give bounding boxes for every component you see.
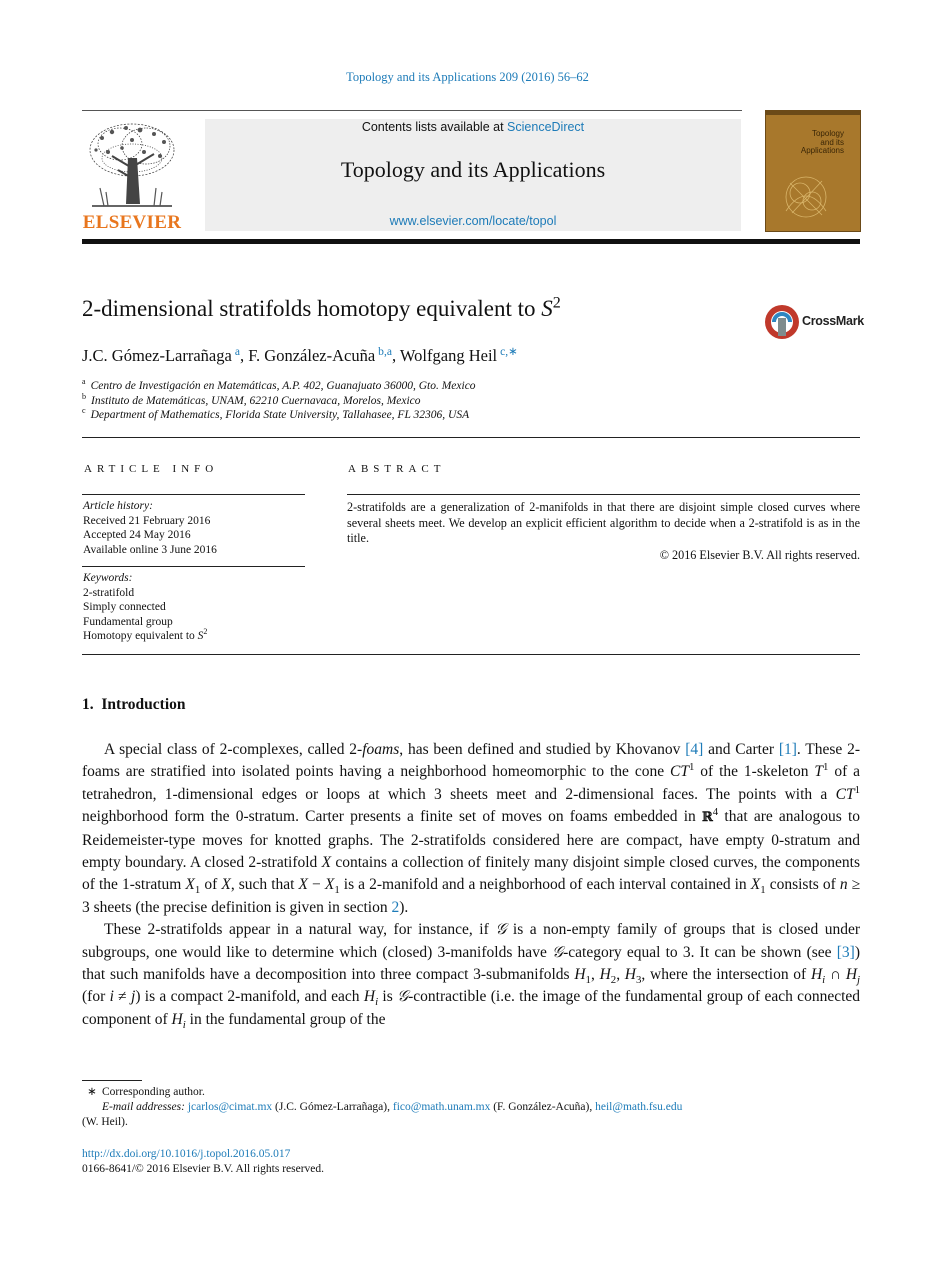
article-title-math: S xyxy=(541,296,553,321)
email-line-continued: (W. Heil). xyxy=(82,1116,128,1128)
paragraph: These 2-stratifolds appear in a natural way, for instance, if 𝒢 is a non-empty family of groups that is closed under subgroups, one would like to determine which (closed) 3-manifolds have 𝒢-category equal to 3. It can be shown (see [3]) that such manifolds have a decomposition into three compact 3-submanifolds $H_1$, $H_2$, $H_3$, where the intersection of $H_i$ ∩ $H_j$ (for i ≠ j) is a compact 2-manifold, and each $H_i$ is 𝒢-contractible (i.e. the image of the fundamental group of each connected component of $H_i$ in the fundamental group of the xyxy=(82,921,861,1031)
author: J.C. Gómez-Larrañaga $^a$, xyxy=(82,345,245,365)
article-title-text: 2-dimensional stratifolds homotopy equivalent to xyxy=(82,296,536,321)
journal-header-box xyxy=(205,119,741,231)
contents-prefix: Contents lists available at xyxy=(361,120,504,134)
abstract-heading: ABSTRACT xyxy=(348,463,446,475)
footnote xyxy=(82,1085,860,1130)
article-history xyxy=(83,499,217,557)
affiliation-item: $^b$ Instituto de Matemáticas, UNAM, 62210 Cuernavaca, Morelos, Mexico xyxy=(82,391,421,407)
section-link[interactable]: 2 xyxy=(391,898,400,916)
abstract-text: 2-stratifolds are a generalization of 2-manifolds in that there are disjoint simple closed curves where several sheets meet. We develop an explicit efficient algorithm to decide when a 2-stratifold is as in the title. xyxy=(347,500,860,546)
history-item: Accepted 24 May 2016 xyxy=(83,529,191,541)
cover-title-line: and its xyxy=(820,137,844,147)
abstract-copyright: © 2016 Elsevier B.V. All rights reserved. xyxy=(659,548,860,562)
email-link[interactable]: jcarlos@cimat.mx xyxy=(187,1101,273,1113)
affiliation-link[interactable]: c,∗ xyxy=(500,345,518,358)
affiliations xyxy=(82,379,476,423)
author: F. González-Acuña $^{b,a}$, xyxy=(248,345,397,365)
article-info-heading: ARTICLE INFO xyxy=(84,463,219,475)
keyword-item: 2-stratifold xyxy=(83,586,135,599)
crossmark-label: CrossMark xyxy=(802,314,864,328)
history-label: Article history: xyxy=(83,500,153,512)
citation-link[interactable]: [4] xyxy=(685,741,704,758)
author-list xyxy=(82,346,518,366)
keyword-item: Homotopy equivalent to $S^2$ xyxy=(83,627,208,642)
cover-pattern-icon xyxy=(780,171,832,223)
keyword-item: Simply connected xyxy=(83,601,166,613)
affiliation-item: $^c$ Department of Mathematics, Florida State University, Tallahasee, FL 32306, USA xyxy=(82,406,470,422)
email-line: E-mail addresses: jcarlos@cimat.mx (J.C. Gómez-Larrañaga), fico@math.unam.mx (F. González-Acuña), heil@math.fsu.edu xyxy=(102,1101,683,1113)
journal-cover xyxy=(765,110,861,232)
email-link[interactable]: heil@math.fsu.edu xyxy=(595,1101,683,1113)
email-link[interactable]: fico@math.unam.mx xyxy=(392,1101,491,1113)
cover-title-line: Topology xyxy=(811,129,844,138)
elsevier-wordmark: ELSEVIER xyxy=(82,212,182,233)
introduction-body xyxy=(82,739,860,1031)
elsevier-logo xyxy=(82,118,182,234)
article-title-sup: 2 xyxy=(552,294,561,312)
doi-block xyxy=(82,1147,324,1176)
history-item: Available online 3 June 2016 xyxy=(83,543,217,556)
journal-title: Topology and its Applications xyxy=(340,157,606,182)
history-item: Received 21 February 2016 xyxy=(83,514,211,527)
affiliation-link[interactable]: b,a xyxy=(378,345,392,358)
corresponding-note: ∗ Corresponding author. xyxy=(87,1086,205,1098)
citation-link[interactable]: [3] xyxy=(836,943,855,961)
paragraph: A special class of 2-complexes, called 2-foams, has been defined and studied by Khovanov [4] and Carter [1]. These 2-foams are stratified into isolated points having a neighborhood homeomorphic to the cone $CT^1$ of the 1-skeleton $T^1$ of a tetrahedron, 1-dimensional edges or loops at which 3 sheets meet and 2-dimensional faces. The points with a $CT^1$ neighborhood form the 0-stratum. Carter presents a finite set of moves on foams embedded in ℝ$^4$ that are analogous to Reidemeister-type moves for knotted graphs. The 2-stratifolds considered here are compact, have empty 0-stratum and empty boundary. A closed 2-stratifold X contains a collection of finitely many disjoint simple closed curves, the components of the 1-stratum $X_1$ of X, such that $X - X_1$ is a 2-manifold and a neighborhood of each interval contained in $X_1$ consists of n ≥ 3 sheets (the precise definition is given in section 2). xyxy=(82,741,861,916)
section-heading: 1. Introduction xyxy=(82,696,186,713)
keyword-item: Fundamental group xyxy=(83,615,173,628)
doi-link[interactable]: http://dx.doi.org/10.1016/j.topol.2016.05.017 xyxy=(82,1148,291,1160)
cover-title xyxy=(801,130,844,156)
citation-link[interactable]: [1] xyxy=(778,741,797,758)
issn-line: 0166-8641/© 2016 Elsevier B.V. All rights reserved. xyxy=(82,1162,325,1175)
keywords xyxy=(83,571,207,644)
contents-line xyxy=(205,120,741,134)
journal-url-link[interactable]: www.elsevier.com/locate/topol xyxy=(389,214,557,228)
crossmark-icon xyxy=(764,304,800,340)
article-title xyxy=(82,296,561,322)
keywords-label: Keywords: xyxy=(83,572,133,584)
elsevier-tree-icon xyxy=(82,118,182,214)
crossmark-badge[interactable] xyxy=(764,304,864,340)
sciencedirect-link[interactable]: ScienceDirect xyxy=(507,120,585,134)
journal-reference[interactable]: Topology and its Applications 209 (2016) 56–62 xyxy=(346,70,589,84)
affiliation-item: $^a$ Centro de Investigación en Matemáticas, A.P. 402, Guanajuato 36000, Gto. Mexico xyxy=(82,377,476,392)
affiliation-link[interactable]: a xyxy=(234,345,240,358)
author: Wolfgang Heil $^{c,∗}$ xyxy=(399,345,518,365)
cover-title-line: Applications xyxy=(800,146,844,155)
